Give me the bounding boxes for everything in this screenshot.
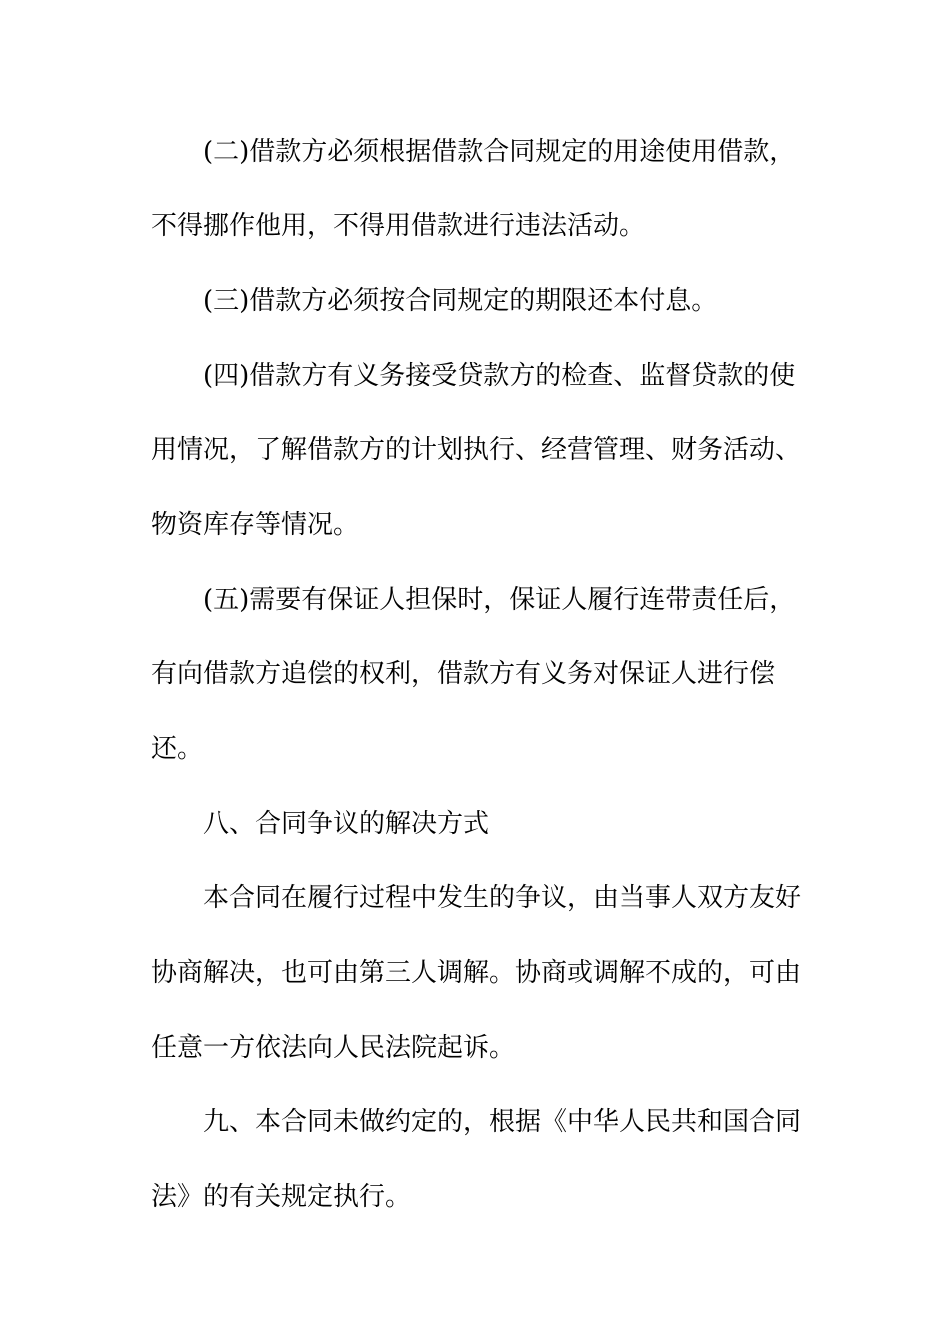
section-heading: 八、合同争议的解决方式 — [203, 809, 490, 839]
paragraph-line: 九、本合同未做约定的，根据《中华人民共和国合同 — [203, 1107, 802, 1137]
paragraph-line: 有向借款方追偿的权利，借款方有义务对保证人进行偿 — [151, 659, 776, 689]
paragraph-line: 协商解决，也可由第三人调解。协商或调解不成的，可由 — [151, 958, 802, 988]
paragraph-line: 法》的有关规定执行。 — [151, 1182, 412, 1212]
paragraph-line: (五)需要有保证人担保时，保证人履行连带责任后， — [203, 585, 796, 615]
paragraph-line: 用情况，了解借款方的计划执行、经营管理、财务活动、 — [151, 435, 802, 465]
paragraph-line: 不得挪作他用，不得用借款进行违法活动。 — [151, 211, 646, 241]
paragraph-line: (四)借款方有义务接受贷款方的检查、监督贷款的使 — [203, 361, 796, 391]
paragraph-line: 物资库存等情况。 — [151, 510, 360, 540]
paragraph-line: 任意一方依法向人民法院起诉。 — [151, 1033, 516, 1063]
paragraph-line: 本合同在履行过程中发生的争议，由当事人双方友好 — [203, 883, 802, 913]
paragraph-line: (二)借款方必须根据借款合同规定的用途使用借款， — [203, 137, 796, 167]
paragraph-line: (三)借款方必须按合同规定的期限还本付息。 — [203, 286, 718, 316]
paragraph-line: 还。 — [151, 734, 204, 764]
